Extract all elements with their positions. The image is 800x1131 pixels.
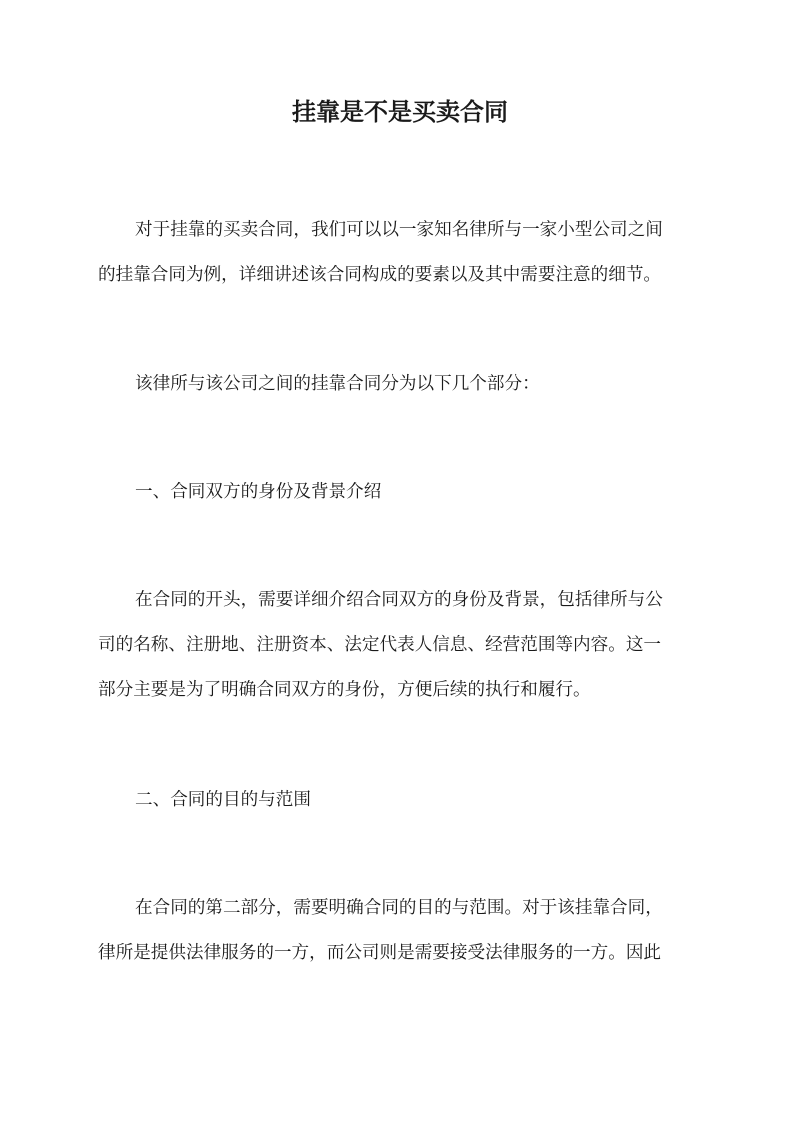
paragraph-line: 在合同的第二部分，需要明确合同的目的与范围。对于该挂靠合同， — [135, 898, 663, 918]
paragraph-line: 的挂靠合同为例，详细讲述该合同构成的要素以及其中需要注意的细节。 — [98, 265, 662, 285]
section-heading-text: 一、合同双方的身份及背景介绍 — [135, 482, 382, 502]
paragraph-line: 在合同的开头，需要详细介绍合同双方的身份及背景，包括律所与公 — [135, 590, 663, 610]
paragraph-2 — [98, 362, 702, 407]
section-heading-2 — [98, 778, 702, 823]
paragraph-line: 对于挂靠的买卖合同，我们可以以一家知名律所与一家小型公司之间 — [135, 220, 663, 240]
paragraph-line: 部分主要是为了明确合同双方的身份，方便后续的执行和履行。 — [98, 680, 591, 700]
document-title: 挂靠是不是买卖合同 — [292, 97, 508, 126]
paragraph-1 — [98, 208, 702, 298]
paragraph-4 — [98, 886, 702, 976]
paragraph-3 — [98, 578, 702, 713]
paragraph-line: 律所是提供法律服务的一方，而公司则是需要接受法律服务的一方。因此 — [98, 943, 662, 963]
section-heading-text: 二、合同的目的与范围 — [135, 790, 311, 810]
section-heading-1 — [98, 470, 702, 515]
paragraph-line: 司的名称、注册地、注册资本、法定代表人信息、经营范围等内容。这一 — [98, 635, 662, 655]
paragraph-line: 该律所与该公司之间的挂靠合同分为以下几个部分： — [135, 374, 540, 394]
